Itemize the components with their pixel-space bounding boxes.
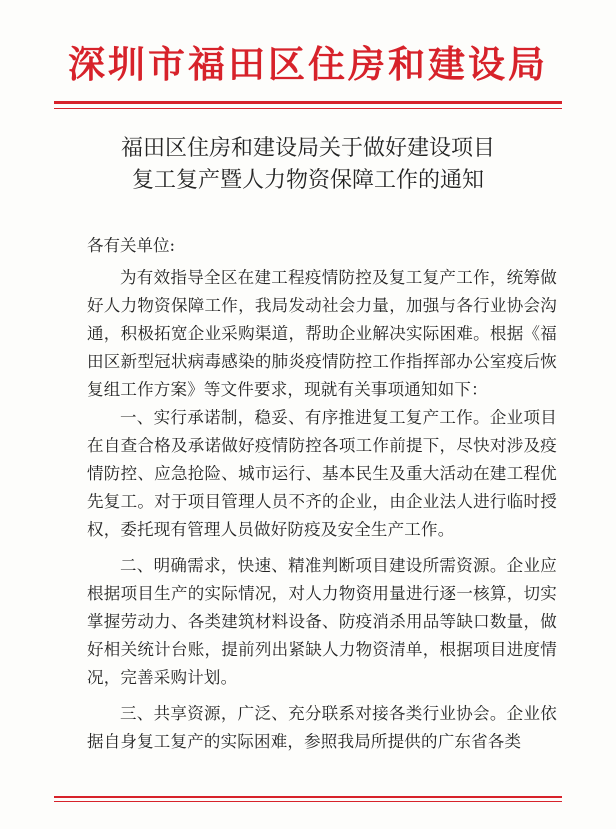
document-title-line-2: 复工复产暨人力物资保障工作的通知 xyxy=(131,168,484,193)
paragraph-item-3: 三、共享资源，广泛、充分联系对接各类行业协会。企业依据自身复工复产的实际困难，参照我局所提供的广东省各类 xyxy=(87,704,557,751)
paragraph-item-1: 一、实行承诺制，稳妥、有序推进复工复产工作。企业项目在自查合格及承诺做好疫情防控各项工作前提下，尽快对涉及疫情防控、应急抢险、城市运行、基本民生及重大活动在建工程优先复工。对于项目管理人员不齐的企业，由企业法人进行临时授权，委托现有管理人员做好防疫及安全生产工作。 xyxy=(87,408,557,539)
letterhead-org-name: 深圳市福田区住房和建设局 xyxy=(68,42,548,86)
letterhead-rule-thick xyxy=(54,101,562,104)
paragraph-item-2: 二、明确需求，快速、精准判断项目建设所需资源。企业应根据项目生产的实际情况，对人力物资用量进行逐一核算，切实掌握劳动力、各类建筑材料设备、防疫消杀用品等缺口数量，做好相关统计台账，提前列出紧缺人力物资清单，根据项目进度情况，完善采购计划。 xyxy=(87,556,557,687)
document-title-line-1: 福田区住房和建设局关于做好建设项目 xyxy=(120,136,495,161)
footer-rule-thick xyxy=(54,796,562,798)
paragraph-intro: 为有效指导全区在建工程疫情防控及复工复产工作，统筹做好人力物资保障工作，我局发动社会力量，加强与各行业协会沟通，积极拓宽企业采购渠道，帮助企业解决实际困难。根据《福田区新型冠状病毒感染的肺炎疫情防控工作指挥部办公室疫后恢复组工作方案》等文件要求，现就有关事项通知如下： xyxy=(87,268,557,399)
salutation: 各有关单位: xyxy=(87,236,176,255)
letterhead-rule-thin xyxy=(54,108,562,109)
footer-rule-thin xyxy=(54,801,562,802)
document-body xyxy=(87,232,557,756)
